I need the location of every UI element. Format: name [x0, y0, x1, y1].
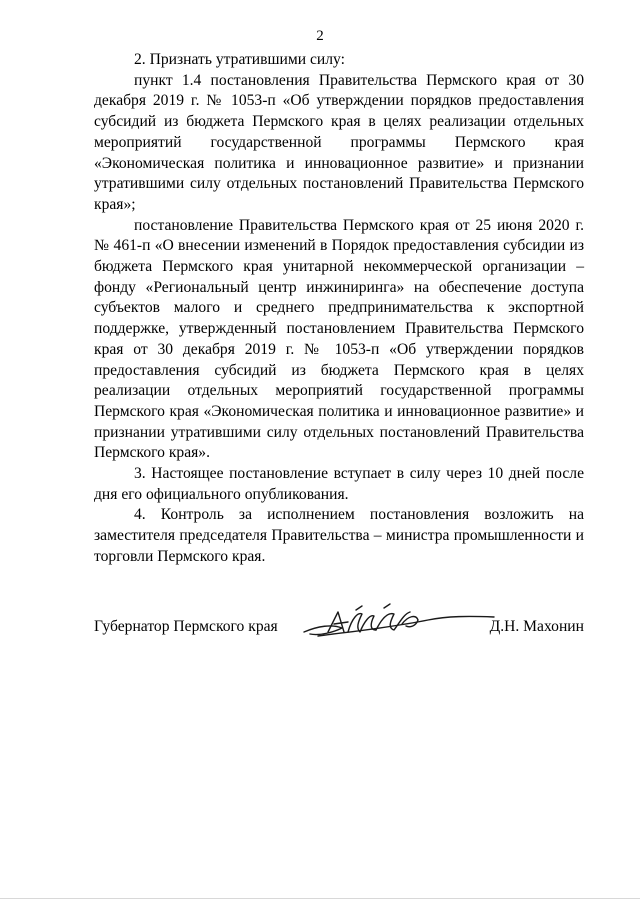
page-number: 2	[316, 28, 324, 44]
paragraph-control: 4. Контроль за исполнением постановления возложить на заместителя председателя Правительства – министра промышленности и торговли Пермского края.	[94, 506, 584, 565]
paragraph-effective-date: 3. Настоящее постановление вступает в силу через 10 дней после дня его официального опубликования.	[94, 465, 584, 503]
paragraph-repeal-item-2: постановление Правительства Пермского края от 25 июня 2020 г. № 461-п «О внесении изменений в Порядок предоставления субсидии из бюджета Пермского края унитарной некоммерческой организации – фонду «Региональный центр инжиниринга» на обеспечение доступа субъектов малого и среднего предпринимательства к экспортной поддержке, утвержденный постановлением Правительства Пермского края от 30 декабря 2019 г. № 1053-п «Об утверждении порядков предоставления субсидий из бюджета Пермского края в целях реализации отдельных мероприятий государственной программы Пермского края «Экономическая политика и инновационное развитие» и признании утратившими силу отдельных постановлений Правительства Пермского края».	[94, 216, 584, 462]
paragraph-repeal-item-1: пункт 1.4 постановления Правительства Пермского края от 30 декабря 2019 г. № 1053-п «Об утверждении порядков предоставления субсидий из бюджета Пермского края в целях реализации отдельных мероприятий государственной программы Пермского края «Экономическая политика и инновационное развитие» и признании утратившими силу отдельных постановлений Правительства Пермского края»;	[94, 71, 584, 213]
document-body	[94, 50, 584, 568]
signatory-name: Д.Н. Махонин	[489, 618, 584, 635]
signatory-position: Губернатор Пермского края	[94, 618, 278, 635]
paragraph-repeal-heading: 2. Признать утратившими силу:	[134, 51, 345, 68]
handwritten-signature	[298, 602, 498, 646]
signature-block	[94, 612, 584, 652]
page-bottom-edge	[0, 898, 640, 899]
